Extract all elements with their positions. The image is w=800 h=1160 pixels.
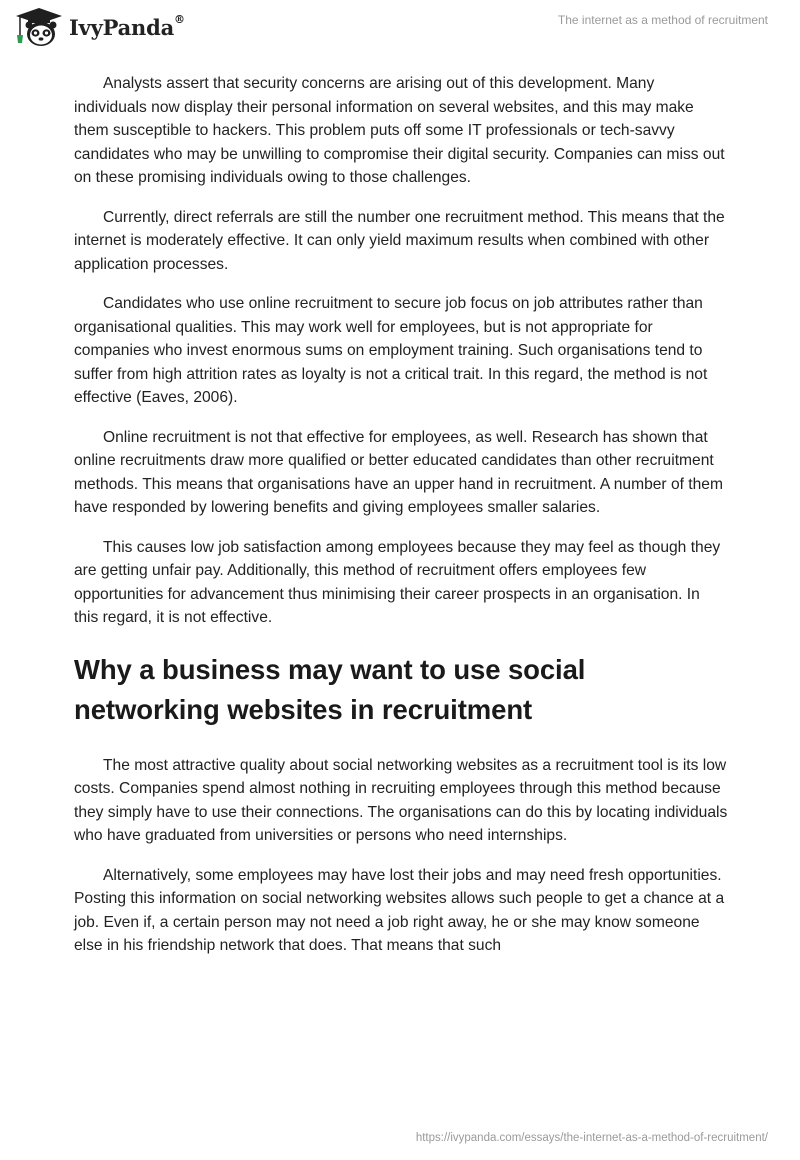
page-header	[0, 0, 800, 64]
paragraph: The most attractive quality about social networking websites as a recruitment tool is its low costs. Companies spend almost nothing in recruiting employees through this method because they simply have to use their connections. The organisations can do this by locating individuals who have graduated from universities or persons who need internships.	[74, 756, 728, 844]
document-title: The internet as a method of recruitment	[557, 13, 768, 27]
section-heading: Why a business may want to use social networking websites in recruitment	[74, 653, 586, 725]
paragraph: Candidates who use online recruitment to secure job focus on job attributes rather than organisational qualities. This may work well for employees, but is not appropriate for companies who invest enormous sums on employment training. Such organisations tend to suffer from high attrition rates as loyalty is not a critical trait. In this regard, the method is not effective (Eaves, 2006).	[74, 295, 708, 406]
brand-logo[interactable]	[14, 7, 185, 47]
paragraph: Currently, direct referrals are still the number one recruitment method. This means that the internet is moderately effective. It can only yield maximum results when combined with other application processes.	[74, 208, 725, 273]
paragraph: This causes low job satisfaction among employees because they may feel as though they are getting unfair pay. Additionally, this method of recruitment offers employees few opportunities for advancement thus minimising their career prospects in an organisation. In this regard, it is not effective.	[74, 538, 721, 626]
brand-name: IvyPanda®	[69, 12, 185, 40]
essay-body	[74, 72, 728, 974]
source-url[interactable]: https://ivypanda.com/essays/the-internet-as-a-method-of-recruitment/	[415, 1132, 768, 1144]
panda-graduation-cap-icon	[14, 7, 64, 47]
paragraph: Analysts assert that security concerns are arising out of this development. Many individuals now display their personal information on several websites, and this may make them susceptible to hackers. This problem puts off some IT professionals or tech-savvy candidates who may be unwilling to compromise their digital security. Companies can miss out on these promising individuals owing to those challenges.	[74, 75, 725, 186]
paragraph: Alternatively, some employees may have lost their jobs and may need fresh opportunities. Posting this information on social networking websites allows such people to get a chance at a job. Even if, a certain person may not need a job right away, he or she may know someone else in his friendship network that does. That means that such	[74, 866, 725, 954]
paragraph: Online recruitment is not that effective for employees, as well. Research has shown that online recruitments draw more qualified or better educated candidates than other recruitment methods. This means that organisations have an upper hand in recruitment. A number of them have responded by lowering benefits and giving employees smaller salaries.	[74, 428, 723, 516]
